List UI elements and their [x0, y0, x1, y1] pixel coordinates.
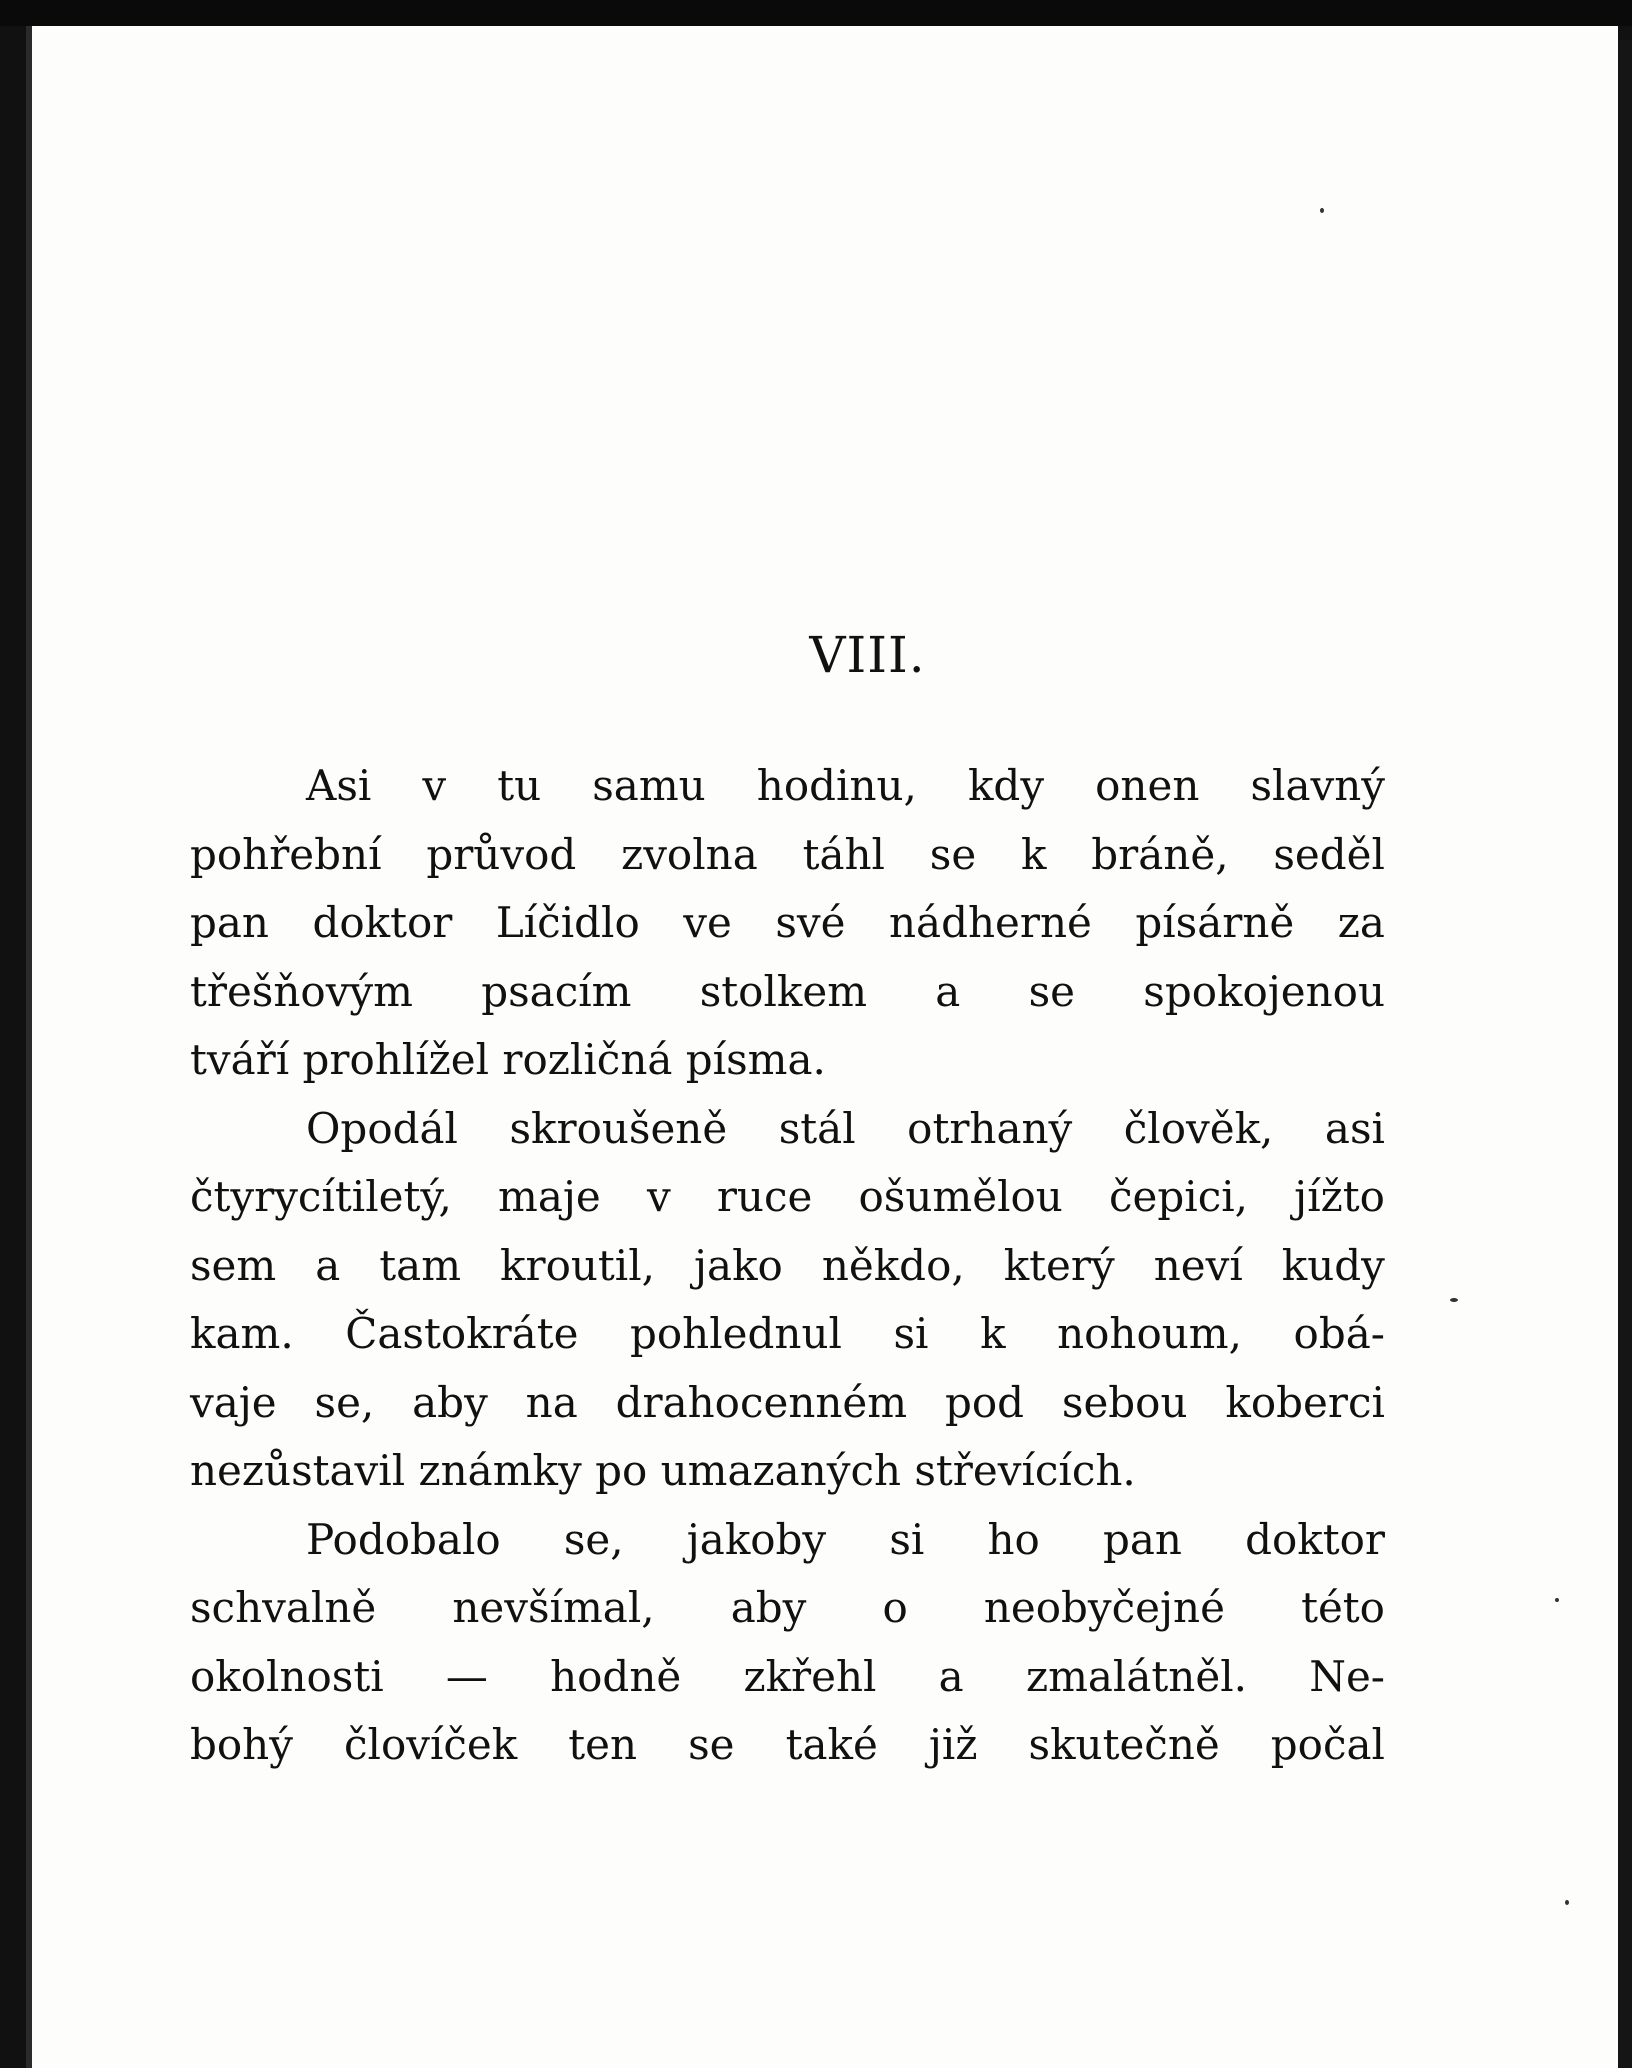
scan-border-right — [1618, 40, 1632, 2068]
scan-speck — [1450, 1298, 1458, 1302]
text-line: sem a tam kroutil, jako někdo, který neví kudy — [190, 1240, 1385, 1290]
text-line: tváří prohlížel rozličná písma. — [190, 1035, 826, 1084]
text-line: nezůstavil známky po umazaných střevících. — [190, 1446, 1136, 1495]
text-line: Opodál skroušeně stál otrhaný člověk, asi — [306, 1103, 1385, 1153]
chapter-heading: VIII. — [809, 626, 926, 684]
page-text — [190, 620, 1385, 1780]
text-line: schvalně nevšímal, aby o neobyčejné této — [190, 1583, 1385, 1632]
body-text — [190, 752, 1385, 1780]
text-line: pohřební průvod zvolna táhl se k bráně, seděl — [190, 829, 1385, 879]
text-line: okolnosti — hodně zkřehl a zmalátněl. Ne- — [190, 1651, 1385, 1701]
text-line: vaje se, aby na drahocenném pod sebou koberci — [190, 1377, 1385, 1427]
text-line: Podobalo se, jakoby si ho pan doktor — [306, 1514, 1385, 1564]
scan-speck — [1565, 1900, 1569, 1905]
scan-speck — [1555, 1598, 1559, 1602]
scan-speck — [1320, 208, 1324, 213]
text-line: kam. Častokráte pohlednul si k nohoum, obá- — [190, 1309, 1385, 1358]
text-line: Asi v tu samu hodinu, kdy onen slavný — [306, 761, 1385, 810]
text-line: bohý človíček ten se také již skutečně počal — [190, 1720, 1385, 1769]
text-line: pan doktor Líčidlo ve své nádherné písárně za — [190, 898, 1385, 947]
scan-border-top — [0, 0, 1632, 26]
text-line: třešňovým psacím stolkem a se spokojenou — [190, 966, 1385, 1016]
page-binding-edge — [26, 26, 32, 2068]
text-line: čtyrycítiletý, maje v ruce ošumělou čepici, jížto — [190, 1172, 1385, 1221]
